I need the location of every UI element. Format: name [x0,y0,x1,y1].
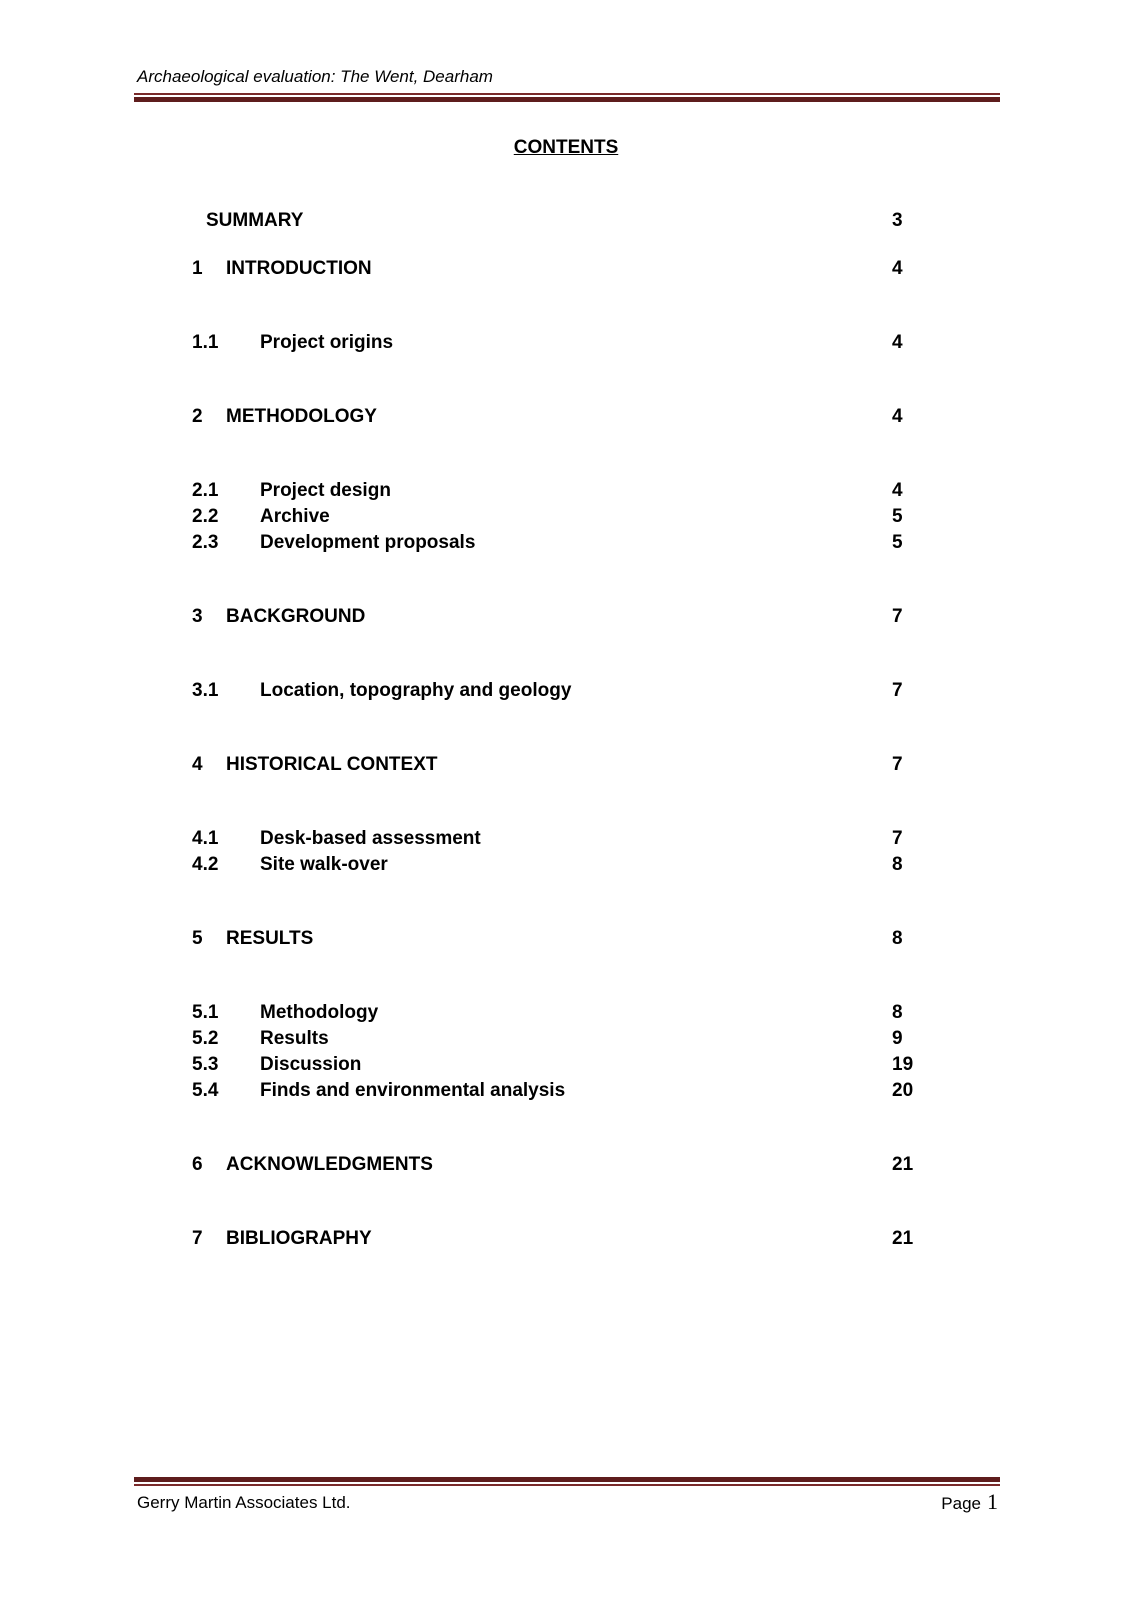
toc-entry-historical-context[interactable] [0,754,1132,780]
toc-entry-number: 6 [192,1154,203,1175]
toc-entry-page: 7 [892,606,903,627]
toc-entry-title: SUMMARY [206,210,304,231]
toc-entry-title: BIBLIOGRAPHY [226,1228,372,1249]
document-header-title: Archaeological evaluation: The Went, Dearham [137,67,493,86]
toc-entry-title: Methodology [260,1002,379,1023]
toc-entry-background[interactable] [0,606,1132,632]
toc-entry-number: 5 [192,928,203,949]
toc-entry-page: 21 [892,1228,914,1249]
toc-entry-page: 8 [892,1002,903,1023]
toc-entry-page: 9 [892,1028,903,1049]
toc-entry-title: Project design [260,480,391,501]
toc-entry-page: 4 [892,480,903,501]
toc-entry-number: 5.4 [192,1080,219,1101]
toc-entry-number: 1 [192,258,203,279]
footer-page-label: Page [941,1494,981,1513]
toc-entry-page: 3 [892,210,903,231]
toc-entry-site-walk-over[interactable] [0,854,1132,880]
toc-entry-number: 5.2 [192,1028,219,1049]
toc-entry-number: 5.3 [192,1054,219,1075]
toc-entry-title: Finds and environmental analysis [260,1080,566,1101]
toc-entry-title: INTRODUCTION [226,258,372,279]
toc-entry-number: 2.3 [192,532,219,553]
toc-entry-number: 3 [192,606,203,627]
toc-entry-title: Results [260,1028,329,1049]
toc-entry-page: 4 [892,332,903,353]
toc-entry-number: 5.1 [192,1002,219,1023]
footer-page [941,1489,998,1515]
toc-entry-methodology[interactable] [0,406,1132,432]
toc-entry-page: 8 [892,854,903,875]
toc-entry-page: 8 [892,928,903,949]
toc-entry-results[interactable] [0,928,1132,954]
toc-entry-title: Site walk-over [260,854,388,875]
toc-entry-page: 7 [892,754,903,775]
toc-entry-number: 4.2 [192,854,219,875]
header-rule [134,93,1000,102]
footer-rule [134,1477,1000,1486]
toc-entry-title: Desk-based assessment [260,828,481,849]
toc-entry-number: 3.1 [192,680,219,701]
toc-entry-page: 7 [892,828,903,849]
toc-entry-desk-based-assessment[interactable] [0,828,1132,854]
toc-entry-title: Project origins [260,332,394,353]
toc-entry-page: 5 [892,532,903,553]
toc-entry-number: 2 [192,406,203,427]
toc-entry-number: 2.1 [192,480,219,501]
contents-title: CONTENTS [513,137,619,158]
toc-entry-title: ACKNOWLEDGMENTS [226,1154,433,1175]
toc-entry-number: 4.1 [192,828,219,849]
toc-entry-number: 2.2 [192,506,219,527]
toc-entry-title: RESULTS [226,928,314,949]
toc-entry-acknowledgments[interactable] [0,1154,1132,1180]
footer-company: Gerry Martin Associates Ltd. [137,1493,351,1512]
toc-entry-introduction[interactable] [0,258,1132,284]
toc-entry-page: 20 [892,1080,914,1101]
toc-entry-finds-environmental-analysis[interactable] [0,1080,1132,1106]
toc-entry-discussion[interactable] [0,1054,1132,1080]
toc-entry-project-origins[interactable] [0,332,1132,358]
toc-entry-development-proposals[interactable] [0,532,1132,558]
toc-entry-summary[interactable] [0,210,1132,236]
toc-entry-number: 7 [192,1228,203,1249]
footer-page-number: 1 [987,1489,998,1514]
toc-entry-title: Location, topography and geology [260,680,572,701]
toc-entry-title: Archive [260,506,330,527]
toc-entry-methodology-sub[interactable] [0,1002,1132,1028]
toc-entry-number: 1.1 [192,332,219,353]
toc-entry-page: 5 [892,506,903,527]
toc-entry-number: 4 [192,754,203,775]
toc-entry-location-topography-geology[interactable] [0,680,1132,706]
toc-entry-page: 4 [892,406,903,427]
toc-entry-results-sub[interactable] [0,1028,1132,1054]
toc-entry-archive[interactable] [0,506,1132,532]
toc-entry-title: Discussion [260,1054,362,1075]
toc-entry-title: BACKGROUND [226,606,366,627]
toc-entry-title: HISTORICAL CONTEXT [226,754,438,775]
toc-entry-project-design[interactable] [0,480,1132,506]
toc-entry-page: 21 [892,1154,914,1175]
toc-entry-title: METHODOLOGY [226,406,377,427]
toc-entry-page: 19 [892,1054,914,1075]
toc-entry-title: Development proposals [260,532,476,553]
toc-entry-page: 4 [892,258,903,279]
toc-entry-bibliography[interactable] [0,1228,1132,1254]
toc-entry-page: 7 [892,680,903,701]
